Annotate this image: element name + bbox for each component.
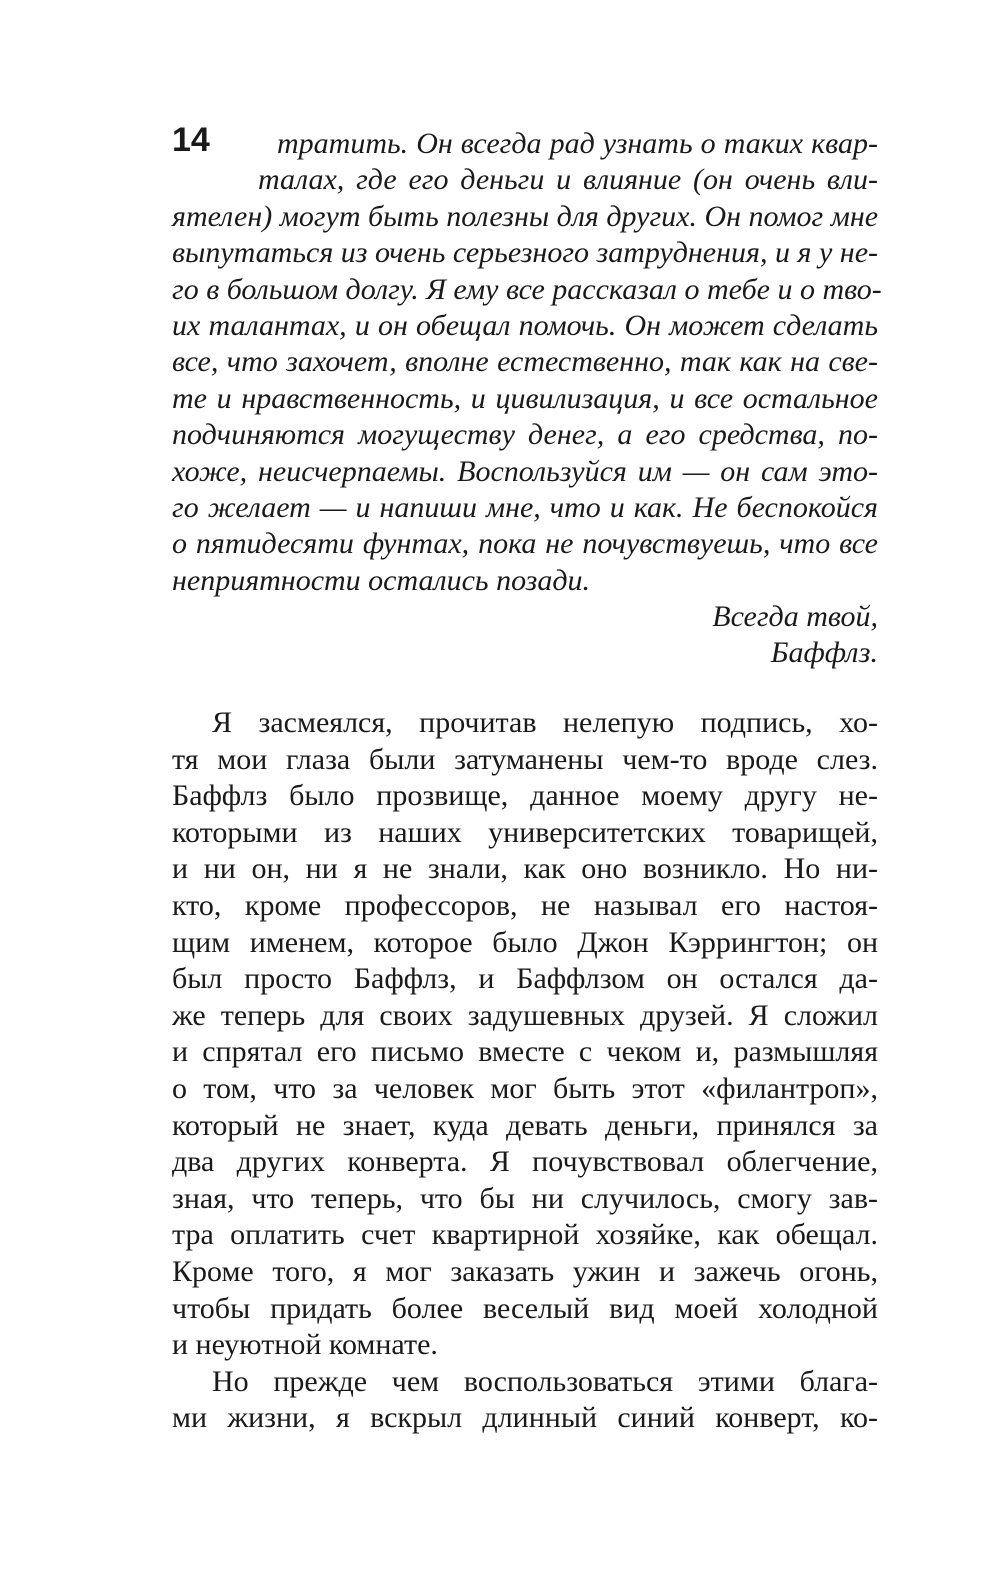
letter-line: тратить. Он всегда рад узнать о таких квар- xyxy=(277,127,878,160)
main-text xyxy=(172,705,878,1437)
letter-line: все, что захочет, вполне естественно, так как на све- xyxy=(172,345,878,379)
letter-line: го в большом долгу. Я ему все рассказал о тебе и о тво- xyxy=(172,272,882,306)
paragraph-line: Кроме того, я мог заказать ужин и зажечь огонь, xyxy=(172,1254,878,1288)
letter-line: те и нравственность, и цивилизация, и все остальное xyxy=(172,381,878,415)
paragraph-line: Баффлз было прозвище, данное моему другу не- xyxy=(172,779,878,813)
letter-closing: Всегда твой, xyxy=(712,600,878,634)
paragraph-line: зная, что теперь, что бы ни случилось, смогу зав- xyxy=(172,1181,878,1215)
paragraph-line: тя мои глаза были затуманены чем-то вроде слез. xyxy=(172,742,878,776)
letter-line: хоже, неисчерпаемы. Воспользуйся им — он сам это- xyxy=(172,454,878,488)
letter-line: выпутаться из очень серьезного затруднения, и я у не- xyxy=(172,236,878,270)
paragraph-line: кто, кроме профессоров, не называл его настоя- xyxy=(172,888,878,922)
letter-line: неприятности остались позади. xyxy=(172,563,591,597)
letter-line: го желает — и напиши мне, что и как. Не беспокойся xyxy=(172,490,878,524)
paragraph-line: щим именем, которое было Джон Кэррингтон; он xyxy=(172,925,878,959)
paragraph-line: и ни он, ни я не знали, как оно возникло. Но ни- xyxy=(172,852,878,886)
paragraph-line: и неуютной комнате. xyxy=(172,1328,438,1362)
paragraph-line: тра оплатить счет квартирной хозяйке, как обещал. xyxy=(172,1218,878,1252)
letter-line: о пятидесяти фунтах, пока не почувствуешь, что все xyxy=(172,527,878,561)
letter-line: их талантах, и он обещал помочь. Он может сделать xyxy=(172,308,878,342)
paragraph-line: Но прежде чем воспользоваться этими блага- xyxy=(212,1364,878,1398)
paragraph-line: два других конверта. Я почувствовал облегчение, xyxy=(172,1145,878,1179)
paragraph-line: был просто Баффлз, и Баффлзом он остался да- xyxy=(172,962,878,996)
letter-quote xyxy=(172,126,882,672)
paragraph-line: чтобы придать более веселый вид моей холодной xyxy=(172,1291,878,1325)
paragraph-line: которыми из наших университетских товарищей, xyxy=(172,815,878,849)
paragraph-line: и спрятал его письмо вместе с чеком и, размышляя xyxy=(172,1035,878,1069)
page-number: 14 xyxy=(172,121,210,159)
paragraph-line: о том, что за человек мог быть этот «филантроп», xyxy=(172,1071,878,1105)
letter-signature: Баффлз. xyxy=(770,636,878,670)
letter-line: ятелен) могут быть полезны для других. Он помог мне xyxy=(172,199,879,233)
paragraph-line: же теперь для своих задушевных друзей. Я сложил xyxy=(172,998,878,1032)
paragraph-line: Я засмеялся, прочитав нелепую подпись, хо- xyxy=(212,706,878,739)
paragraph-line: ми жизни, я вскрыл длинный синий конверт, ко- xyxy=(172,1401,878,1435)
paragraph-line: который не знает, куда девать деньги, принялся за xyxy=(172,1108,878,1142)
letter-line: талах, где его деньги и влияние (он очень вли- xyxy=(258,163,878,197)
letter-line: подчиняются могуществу денег, а его средства, по- xyxy=(172,418,878,452)
